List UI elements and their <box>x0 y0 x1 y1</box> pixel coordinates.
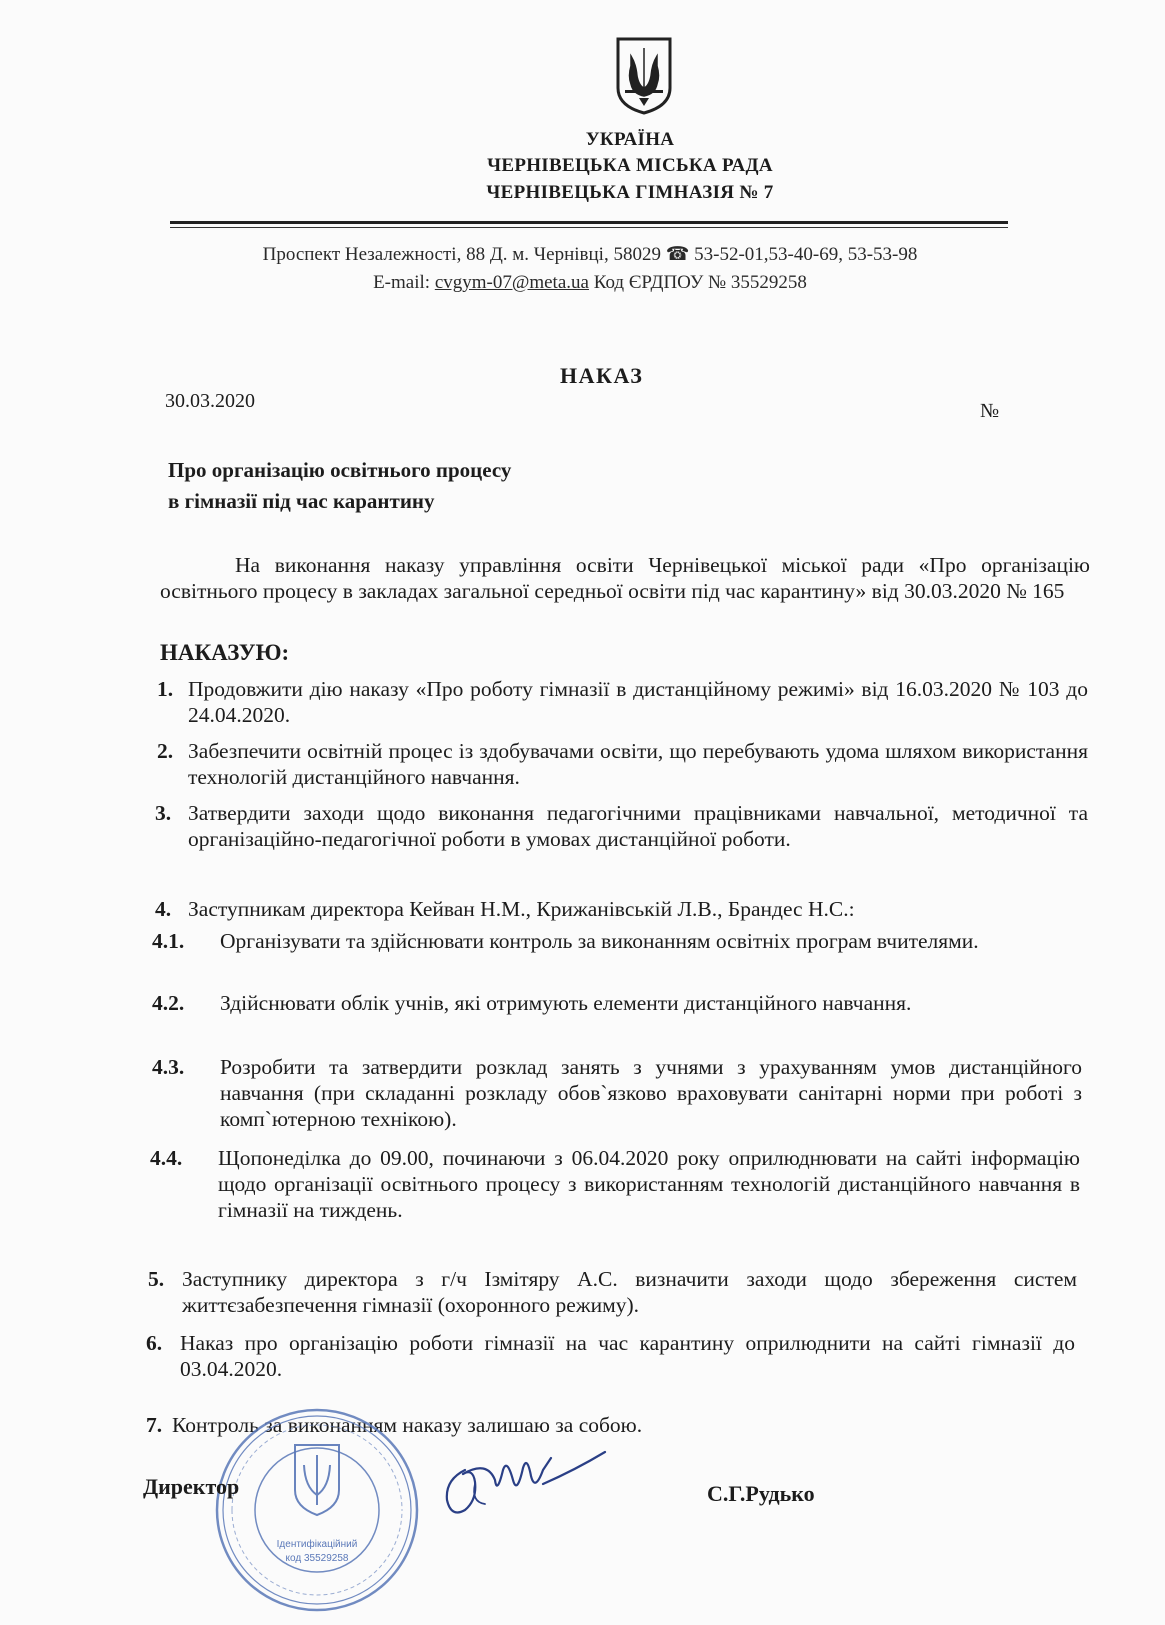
item-number: 5. <box>148 1267 165 1291</box>
item-text: Заступнику директора з г/ч Ізмітяру А.С. визначити заходи щодо збереження систем життєзабезпечення гімназії (охоронного режиму). <box>182 1267 1077 1317</box>
item-text: Щопонеділка до 09.00, починаючи з 06.04.2020 року оприлюднювати на сайті інформацію щодо організації освітнього процесу з використанням технологій дистанційного навчання в гімназії на тиждень. <box>218 1146 1080 1222</box>
document-date: 30.03.2020 <box>165 390 255 412</box>
item-text: Продовжити дію наказу «Про роботу гімназії в дистанційному режимі» від 16.03.2020 № 103 до 24.04.2020. <box>188 677 1088 727</box>
document-title: НАКАЗ <box>560 363 644 388</box>
document-preamble: На виконання наказу управління освіти Чернівецької міської ради «Про організацію освітнього процесу в закладах загальної середньої освіти під час карантину» від 30.03.2020 № 165 <box>160 553 1090 603</box>
director-name: С.Г.Рудько <box>707 1481 815 1506</box>
coat-of-arms-icon <box>615 36 673 116</box>
address-text: Проспект Незалежності, 88 Д. м. Чернівці, 58029 <box>262 244 661 265</box>
item-text: Розробити та затвердити розклад занять з учнями з урахуванням умов дистанційного навчання (при складанні розкладу обов`язково враховувати санітарні норми при роботі з комп`ютерною технікою). <box>220 1055 1082 1131</box>
item-number: 4.2. <box>152 991 185 1015</box>
contact-email-line <box>150 272 1030 294</box>
email-link[interactable]: cvgym-07@meta.ua <box>434 272 589 293</box>
item-number: 4.3. <box>152 1055 185 1079</box>
header-divider <box>170 221 1008 224</box>
header-school: ЧЕРНІВЕЦЬКА ГІМНАЗІЯ № 7 <box>486 182 774 203</box>
item-text: Затвердити заходи щодо виконання педагогічними працівниками навчальної, методичної та організаційно-педагогічної роботи в умовах дистанційної роботи. <box>188 801 1088 851</box>
item-number: 4.1. <box>152 929 185 953</box>
item-number: 7. <box>146 1413 163 1437</box>
official-stamp-icon <box>212 1405 422 1615</box>
header-country: УКРАЇНА <box>585 129 675 150</box>
order-word: НАКАЗУЮ: <box>160 640 290 665</box>
director-label: Директор <box>143 1474 240 1499</box>
document-number-label: № <box>980 400 1000 422</box>
item-number: 4.4. <box>150 1146 183 1170</box>
item-text: Організувати та здійснювати контроль за виконанням освітніх програм вчителями. <box>220 929 979 953</box>
item-number: 6. <box>146 1331 163 1355</box>
item-number: 2. <box>157 739 174 763</box>
phone-numbers: 53-52-01,53-40-69, 53-53-98 <box>694 244 918 265</box>
registry-code: Код ЄРДПОУ № 35529258 <box>593 272 807 293</box>
item-text: Контроль за виконанням наказу залишаю за собою. <box>172 1413 643 1437</box>
stamp-text-2: код 35529258 <box>285 1553 349 1564</box>
item-text: Наказ про організацію роботи гімназії на час карантину оприлюднити на сайті гімназії до 03.04.2020. <box>180 1331 1075 1381</box>
contact-address-line <box>150 243 1030 266</box>
item-number: 3. <box>155 801 172 825</box>
subject-line-1: Про організацію освітнього процесу <box>168 458 512 482</box>
header-divider-thin <box>170 227 1008 228</box>
item-text: Заступникам директора Кейван Н.М., Крижанівській Л.В., Брандес Н.С.: <box>188 897 855 921</box>
item-text: Здійснювати облік учнів, які отримують елементи дистанційного навчання. <box>220 991 912 1015</box>
handwritten-signature-icon <box>425 1440 615 1530</box>
document-subject <box>168 455 511 517</box>
subject-line-2: в гімназії під час карантину <box>168 489 435 513</box>
item-number: 1. <box>157 677 174 701</box>
stamp-text-1: Ідентифікаційний <box>276 1539 358 1550</box>
phone-icon: ☎ <box>665 244 690 265</box>
item-number: 4. <box>155 897 172 921</box>
email-label: E-mail: <box>373 272 431 293</box>
item-text: Забезпечити освітній процес із здобувачами освіти, що перебувають удома шляхом використання технологій дистанційного навчання. <box>188 739 1088 789</box>
header-council: ЧЕРНІВЕЦЬКА МІСЬКА РАДА <box>487 155 773 176</box>
